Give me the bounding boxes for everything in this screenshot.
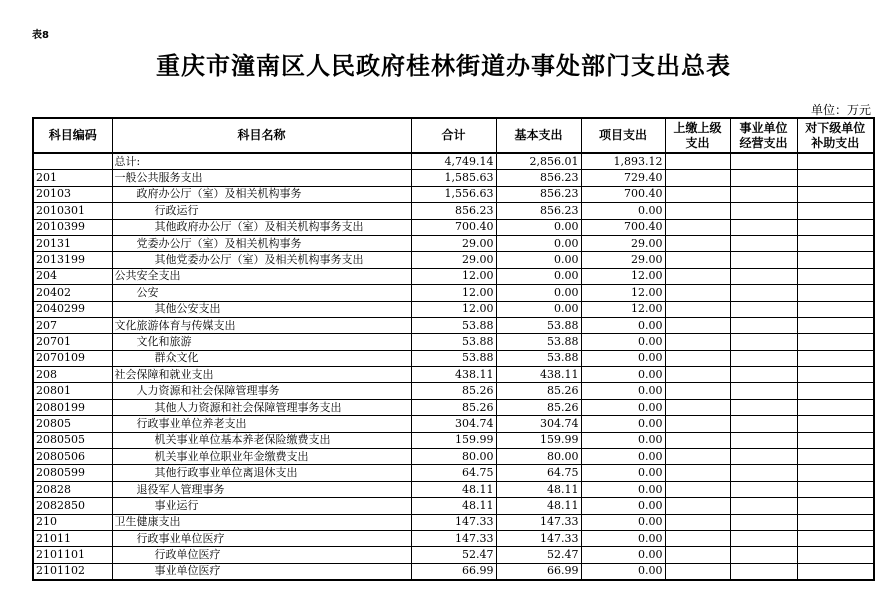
cell-upper — [665, 334, 730, 350]
cell-project: 0.00 — [581, 383, 665, 399]
cell-project: 12.00 — [581, 301, 665, 317]
cell-total: 1,585.63 — [411, 170, 496, 186]
cell-sub — [797, 383, 874, 399]
cell-total: 53.88 — [411, 317, 496, 333]
cell-code: 2080199 — [33, 399, 112, 415]
cell-name: 人力资源和社会保障管理事务 — [112, 383, 411, 399]
cell-basic: 85.26 — [496, 383, 581, 399]
cell-biz — [730, 547, 797, 563]
cell-sub — [797, 514, 874, 530]
cell-upper — [665, 383, 730, 399]
table-row — [33, 317, 874, 333]
cell-total: 48.11 — [411, 481, 496, 497]
cell-sub — [797, 399, 874, 415]
cell-project: 0.00 — [581, 416, 665, 432]
cell-code — [33, 153, 112, 170]
cell-biz — [730, 186, 797, 202]
cell-project: 12.00 — [581, 268, 665, 284]
cell-code: 210 — [33, 514, 112, 530]
table-row — [33, 219, 874, 235]
cell-biz — [730, 350, 797, 366]
cell-project: 1,893.12 — [581, 153, 665, 170]
cell-upper — [665, 317, 730, 333]
cell-project: 0.00 — [581, 563, 665, 580]
cell-project: 0.00 — [581, 514, 665, 530]
cell-biz — [730, 317, 797, 333]
table-row — [33, 547, 874, 563]
cell-total: 53.88 — [411, 350, 496, 366]
cell-project: 0.00 — [581, 547, 665, 563]
cell-biz — [730, 219, 797, 235]
cell-sub — [797, 186, 874, 202]
header-code: 科目编码 — [33, 118, 112, 153]
cell-basic: 85.26 — [496, 399, 581, 415]
cell-code: 207 — [33, 317, 112, 333]
cell-basic: 48.11 — [496, 498, 581, 514]
cell-code: 201 — [33, 170, 112, 186]
cell-name: 事业单位医疗 — [112, 563, 411, 580]
cell-project: 0.00 — [581, 449, 665, 465]
table-row — [33, 399, 874, 415]
table-tag: 表8 — [32, 30, 49, 41]
cell-total: 12.00 — [411, 301, 496, 317]
table-row — [33, 416, 874, 432]
cell-name: 公共安全支出 — [112, 268, 411, 284]
cell-total: 147.33 — [411, 530, 496, 546]
cell-total: 53.88 — [411, 334, 496, 350]
cell-sub — [797, 219, 874, 235]
cell-sub — [797, 334, 874, 350]
cell-basic: 2,856.01 — [496, 153, 581, 170]
cell-biz — [730, 416, 797, 432]
header-sub-line2: 补助支出 — [811, 135, 860, 150]
header-total: 合计 — [411, 118, 496, 153]
cell-code: 20805 — [33, 416, 112, 432]
cell-basic: 64.75 — [496, 465, 581, 481]
table-row — [33, 367, 874, 383]
cell-basic: 52.47 — [496, 547, 581, 563]
header-biz-line2: 经营支出 — [739, 135, 788, 150]
header-sub — [797, 118, 874, 153]
cell-biz — [730, 153, 797, 170]
cell-basic: 438.11 — [496, 367, 581, 383]
cell-name: 退役军人管理事务 — [112, 481, 411, 497]
cell-upper — [665, 432, 730, 448]
cell-total: 1,556.63 — [411, 186, 496, 202]
cell-biz — [730, 301, 797, 317]
cell-basic: 0.00 — [496, 235, 581, 251]
cell-upper — [665, 449, 730, 465]
header-upper-line1: 上缴上级 — [673, 120, 722, 135]
table-row — [33, 235, 874, 251]
cell-code: 2082850 — [33, 498, 112, 514]
table-row — [33, 186, 874, 202]
cell-total: 159.99 — [411, 432, 496, 448]
cell-biz — [730, 498, 797, 514]
cell-basic: 147.33 — [496, 514, 581, 530]
cell-upper — [665, 153, 730, 170]
cell-name: 行政运行 — [112, 203, 411, 219]
cell-basic: 856.23 — [496, 203, 581, 219]
cell-sub — [797, 530, 874, 546]
cell-name: 其他政府办公厅（室）及相关机构事务支出 — [112, 219, 411, 235]
cell-basic: 0.00 — [496, 285, 581, 301]
cell-sub — [797, 367, 874, 383]
header-biz-line1: 事业单位 — [739, 120, 788, 135]
cell-name: 卫生健康支出 — [112, 514, 411, 530]
cell-sub — [797, 153, 874, 170]
header-row — [33, 118, 874, 153]
cell-code: 20801 — [33, 383, 112, 399]
cell-name: 其他公安支出 — [112, 301, 411, 317]
cell-biz — [730, 252, 797, 268]
cell-name: 文化旅游体育与传媒支出 — [112, 317, 411, 333]
table-row — [33, 153, 874, 170]
cell-code: 20701 — [33, 334, 112, 350]
cell-basic: 856.23 — [496, 170, 581, 186]
header-basic: 基本支出 — [496, 118, 581, 153]
cell-name: 社会保障和就业支出 — [112, 367, 411, 383]
header-biz — [730, 118, 797, 153]
cell-sub — [797, 563, 874, 580]
cell-sub — [797, 416, 874, 432]
cell-sub — [797, 252, 874, 268]
cell-total: 29.00 — [411, 252, 496, 268]
cell-total: 66.99 — [411, 563, 496, 580]
cell-sub — [797, 350, 874, 366]
cell-basic: 53.88 — [496, 334, 581, 350]
cell-biz — [730, 514, 797, 530]
cell-biz — [730, 203, 797, 219]
page-title: 重庆市潼南区人民政府桂林街道办事处部门支出总表 — [156, 52, 731, 80]
cell-sub — [797, 547, 874, 563]
cell-project: 700.40 — [581, 186, 665, 202]
cell-total: 12.00 — [411, 268, 496, 284]
table-row — [33, 563, 874, 580]
cell-basic: 147.33 — [496, 530, 581, 546]
cell-total: 80.00 — [411, 449, 496, 465]
cell-biz — [730, 334, 797, 350]
table-row — [33, 301, 874, 317]
header-upper — [665, 118, 730, 153]
cell-basic: 0.00 — [496, 268, 581, 284]
cell-basic: 53.88 — [496, 350, 581, 366]
cell-code: 20131 — [33, 235, 112, 251]
cell-total: 700.40 — [411, 219, 496, 235]
cell-name: 行政事业单位医疗 — [112, 530, 411, 546]
header-project: 项目支出 — [581, 118, 665, 153]
cell-biz — [730, 285, 797, 301]
cell-sub — [797, 498, 874, 514]
cell-code: 20828 — [33, 481, 112, 497]
cell-sub — [797, 203, 874, 219]
cell-project: 29.00 — [581, 235, 665, 251]
cell-biz — [730, 449, 797, 465]
cell-biz — [730, 432, 797, 448]
cell-project: 700.40 — [581, 219, 665, 235]
table-row — [33, 449, 874, 465]
cell-upper — [665, 498, 730, 514]
cell-basic: 0.00 — [496, 252, 581, 268]
cell-code: 208 — [33, 367, 112, 383]
table-row — [33, 530, 874, 546]
cell-biz — [730, 367, 797, 383]
cell-biz — [730, 399, 797, 415]
cell-upper — [665, 301, 730, 317]
cell-total: 64.75 — [411, 465, 496, 481]
cell-code: 2013199 — [33, 252, 112, 268]
table-row — [33, 334, 874, 350]
table-row — [33, 350, 874, 366]
cell-upper — [665, 170, 730, 186]
cell-name: 政府办公厅（室）及相关机构事务 — [112, 186, 411, 202]
cell-upper — [665, 268, 730, 284]
cell-code: 20103 — [33, 186, 112, 202]
cell-project: 0.00 — [581, 334, 665, 350]
cell-sub — [797, 285, 874, 301]
cell-name: 其他党委办公厅（室）及相关机构事务支出 — [112, 252, 411, 268]
cell-upper — [665, 530, 730, 546]
cell-project: 0.00 — [581, 317, 665, 333]
table-row — [33, 170, 874, 186]
cell-code: 2010301 — [33, 203, 112, 219]
cell-upper — [665, 481, 730, 497]
cell-total: 29.00 — [411, 235, 496, 251]
cell-total: 147.33 — [411, 514, 496, 530]
cell-name: 其他人力资源和社会保障管理事务支出 — [112, 399, 411, 415]
cell-biz — [730, 268, 797, 284]
expenditure-table — [32, 117, 875, 581]
cell-project: 0.00 — [581, 367, 665, 383]
cell-name: 党委办公厅（室）及相关机构事务 — [112, 235, 411, 251]
cell-sub — [797, 301, 874, 317]
cell-total: 856.23 — [411, 203, 496, 219]
table-row — [33, 203, 874, 219]
cell-name: 事业运行 — [112, 498, 411, 514]
cell-sub — [797, 432, 874, 448]
cell-basic: 48.11 — [496, 481, 581, 497]
cell-total: 48.11 — [411, 498, 496, 514]
cell-biz — [730, 563, 797, 580]
cell-biz — [730, 383, 797, 399]
cell-code: 204 — [33, 268, 112, 284]
cell-upper — [665, 219, 730, 235]
cell-project: 729.40 — [581, 170, 665, 186]
table-row — [33, 465, 874, 481]
unit-label: 单位：万元 — [810, 103, 871, 117]
cell-code: 2010399 — [33, 219, 112, 235]
cell-upper — [665, 399, 730, 415]
cell-basic: 80.00 — [496, 449, 581, 465]
cell-basic: 159.99 — [496, 432, 581, 448]
cell-basic: 53.88 — [496, 317, 581, 333]
cell-project: 0.00 — [581, 465, 665, 481]
cell-name: 机关事业单位基本养老保险缴费支出 — [112, 432, 411, 448]
header-upper-line2: 支出 — [685, 135, 710, 150]
cell-name: 一般公共服务支出 — [112, 170, 411, 186]
cell-sub — [797, 317, 874, 333]
cell-sub — [797, 170, 874, 186]
cell-sub — [797, 235, 874, 251]
cell-project: 0.00 — [581, 432, 665, 448]
cell-sub — [797, 449, 874, 465]
table-row — [33, 383, 874, 399]
cell-sub — [797, 268, 874, 284]
cell-code: 2080506 — [33, 449, 112, 465]
cell-upper — [665, 235, 730, 251]
cell-upper — [665, 285, 730, 301]
cell-biz — [730, 170, 797, 186]
cell-biz — [730, 530, 797, 546]
cell-code: 21011 — [33, 530, 112, 546]
cell-total: 4,749.14 — [411, 153, 496, 170]
header-sub-line1: 对下级单位 — [805, 120, 866, 135]
cell-upper — [665, 367, 730, 383]
cell-code: 20402 — [33, 285, 112, 301]
cell-total: 85.26 — [411, 383, 496, 399]
cell-basic: 0.00 — [496, 219, 581, 235]
cell-code: 2080599 — [33, 465, 112, 481]
cell-name: 文化和旅游 — [112, 334, 411, 350]
cell-code: 2040299 — [33, 301, 112, 317]
cell-project: 29.00 — [581, 252, 665, 268]
cell-upper — [665, 465, 730, 481]
table-row — [33, 432, 874, 448]
cell-project: 0.00 — [581, 203, 665, 219]
cell-sub — [797, 465, 874, 481]
cell-basic: 856.23 — [496, 186, 581, 202]
table-row — [33, 285, 874, 301]
cell-basic: 66.99 — [496, 563, 581, 580]
cell-code: 2101102 — [33, 563, 112, 580]
cell-name: 总计: — [112, 153, 411, 170]
cell-total: 304.74 — [411, 416, 496, 432]
cell-sub — [797, 481, 874, 497]
cell-project: 0.00 — [581, 530, 665, 546]
cell-upper — [665, 252, 730, 268]
cell-basic: 0.00 — [496, 301, 581, 317]
cell-project: 0.00 — [581, 481, 665, 497]
cell-name: 公安 — [112, 285, 411, 301]
cell-total: 85.26 — [411, 399, 496, 415]
cell-total: 12.00 — [411, 285, 496, 301]
cell-biz — [730, 465, 797, 481]
cell-upper — [665, 416, 730, 432]
table-row — [33, 481, 874, 497]
cell-code: 2101101 — [33, 547, 112, 563]
cell-project: 12.00 — [581, 285, 665, 301]
cell-project: 0.00 — [581, 498, 665, 514]
cell-upper — [665, 350, 730, 366]
cell-biz — [730, 481, 797, 497]
cell-upper — [665, 514, 730, 530]
table-row — [33, 514, 874, 530]
cell-biz — [730, 235, 797, 251]
cell-upper — [665, 547, 730, 563]
cell-project: 0.00 — [581, 350, 665, 366]
cell-upper — [665, 186, 730, 202]
cell-code: 2070109 — [33, 350, 112, 366]
cell-name: 机关事业单位职业年金缴费支出 — [112, 449, 411, 465]
cell-name: 群众文化 — [112, 350, 411, 366]
table-row — [33, 498, 874, 514]
cell-total: 52.47 — [411, 547, 496, 563]
header-name: 科目名称 — [112, 118, 411, 153]
cell-project: 0.00 — [581, 399, 665, 415]
cell-total: 438.11 — [411, 367, 496, 383]
cell-basic: 304.74 — [496, 416, 581, 432]
cell-name: 其他行政事业单位离退休支出 — [112, 465, 411, 481]
cell-name: 行政单位医疗 — [112, 547, 411, 563]
table-row — [33, 252, 874, 268]
cell-upper — [665, 563, 730, 580]
cell-name: 行政事业单位养老支出 — [112, 416, 411, 432]
cell-upper — [665, 203, 730, 219]
cell-code: 2080505 — [33, 432, 112, 448]
table-row — [33, 268, 874, 284]
